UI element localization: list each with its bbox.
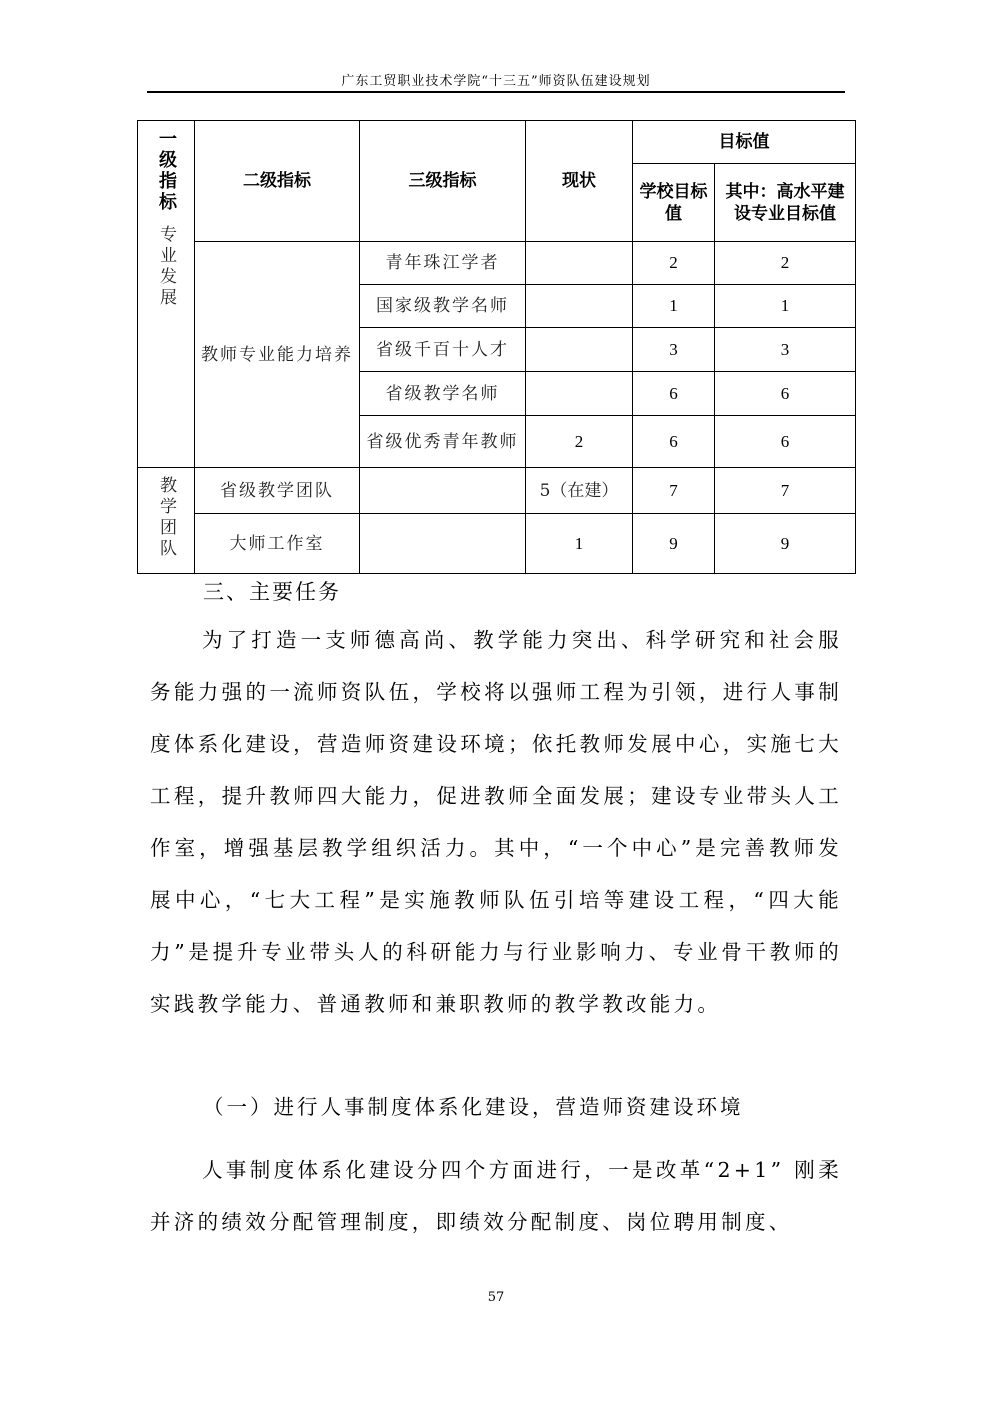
table-header-row — [138, 121, 856, 164]
status-cell — [526, 372, 633, 416]
status-header: 现状 — [526, 121, 633, 242]
school-target-cell: 3 — [633, 328, 715, 372]
table-row — [138, 242, 856, 285]
school-target-cell: 6 — [633, 416, 715, 468]
level1-professional-development — [138, 121, 195, 468]
section-title: 三、主要任务 — [203, 580, 341, 604]
level3-cell — [360, 468, 526, 514]
body-paragraph: 人事制度体系化建设分四个方面进行，一是改革“2+1” 刚柔并济的绩效分配管理制度，即绩效分配制度、岗位聘用制度、 — [150, 1158, 842, 1234]
high-level-target-cell: 6 — [715, 372, 856, 416]
level3-cell: 省级优秀青年教师 — [360, 416, 526, 468]
status-cell — [526, 328, 633, 372]
table-row — [138, 468, 856, 514]
table-row — [138, 514, 856, 574]
high-level-target-cell: 6 — [715, 416, 856, 468]
high-level-target-cell: 9 — [715, 514, 856, 574]
level3-cell: 省级教学名师 — [360, 372, 526, 416]
level1-value: 教学团队 — [156, 475, 176, 560]
level3-cell — [360, 514, 526, 574]
high-level-target-cell: 2 — [715, 242, 856, 285]
school-target-cell: 2 — [633, 242, 715, 285]
level1-header: 一级指标 — [156, 129, 177, 213]
level2-cell: 大师工作室 — [195, 514, 360, 574]
high-level-target-cell: 1 — [715, 285, 856, 328]
level3-header: 三级指标 — [360, 121, 526, 242]
status-cell — [526, 285, 633, 328]
level3-cell: 国家级教学名师 — [360, 285, 526, 328]
level2-cell: 省级教学团队 — [195, 468, 360, 514]
page-number: 57 — [487, 1290, 505, 1305]
header-divider — [147, 91, 845, 93]
level1-teaching-team — [138, 468, 195, 574]
school-target-cell: 9 — [633, 514, 715, 574]
target-header: 目标值 — [633, 121, 856, 164]
body-paragraph: 为了打造一支师德高尚、教学能力突出、科学研究和社会服务能力强的一流师资队伍，学校将以强师工程为引领，进行人事制度体系化建设，营造师资建设环境；依托教师发展中心，实施七大工程，提升教师四大能力，促进教师全面发展；建设专业带头人工作室，增强基层教学组织活力。其中，“一个中心”是完善教师发展中心，“七大工程”是实施教师队伍引培等建设工程，“四大能力”是提升专业带头人的科研能力与行业影响力、专业骨干教师的实践教学能力、普通教师和兼职教师的教学教改能力。 — [150, 628, 842, 1016]
level1-value: 专业发展 — [156, 225, 176, 309]
status-cell: 5（在建） — [526, 468, 633, 514]
status-cell — [526, 242, 633, 285]
school-target-cell: 1 — [633, 285, 715, 328]
level2-cell: 教师专业能力培养 — [195, 242, 360, 468]
school-target-cell: 6 — [633, 372, 715, 416]
level3-cell: 青年珠江学者 — [360, 242, 526, 285]
high-level-target-header: 其中：高水平建设专业目标值 — [715, 164, 856, 242]
school-target-header: 学校目标值 — [633, 164, 715, 242]
school-target-cell: 7 — [633, 468, 715, 514]
high-level-target-cell: 7 — [715, 468, 856, 514]
indicator-table — [137, 120, 856, 574]
status-cell: 2 — [526, 416, 633, 468]
high-level-target-cell: 3 — [715, 328, 856, 372]
status-cell: 1 — [526, 514, 633, 574]
running-header: 广东工贸职业技术学院“十三五”师资队伍建设规划 — [341, 74, 651, 89]
level2-header: 二级指标 — [195, 121, 360, 242]
level3-cell: 省级千百十人才 — [360, 328, 526, 372]
subsection-title: （一）进行人事制度体系化建设，营造师资建设环境 — [203, 1095, 744, 1119]
